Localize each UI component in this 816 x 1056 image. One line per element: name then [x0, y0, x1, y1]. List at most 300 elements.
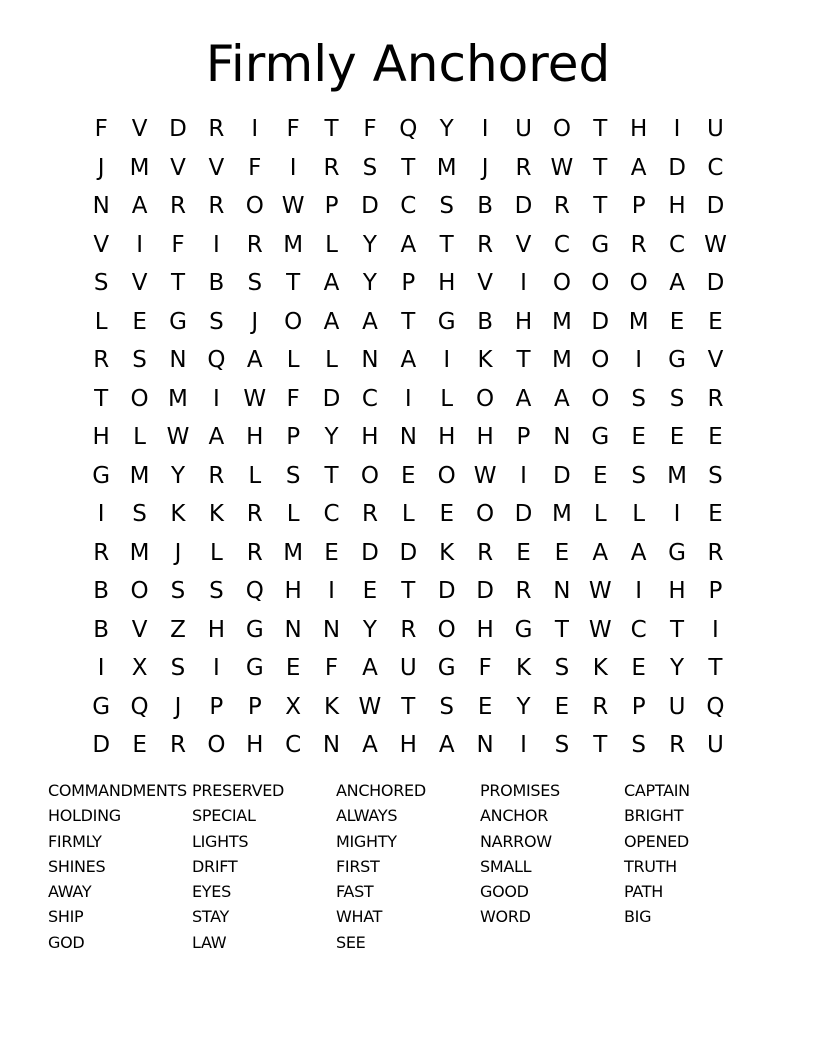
grid-letter[interactable]: F	[248, 154, 262, 181]
grid-letter[interactable]: O	[207, 732, 226, 759]
grid-letter[interactable]: C	[707, 154, 724, 181]
grid-letter[interactable]: R	[93, 347, 110, 374]
grid-letter[interactable]: J	[251, 308, 259, 335]
grid-letter[interactable]: T	[94, 385, 109, 412]
grid-letter[interactable]: K	[208, 501, 224, 528]
grid-letter[interactable]: S	[285, 462, 301, 489]
grid-letter[interactable]: Y	[362, 616, 377, 643]
grid-letter[interactable]: H	[361, 424, 379, 451]
grid-letter[interactable]: E	[631, 424, 646, 451]
grid-letter[interactable]: T	[324, 116, 339, 143]
grid-letter[interactable]: M	[129, 462, 150, 489]
grid-letter[interactable]: T	[670, 616, 685, 643]
grid-letter[interactable]: S	[631, 385, 646, 412]
grid-letter[interactable]: R	[669, 732, 686, 759]
grid-letter[interactable]: E	[477, 693, 493, 720]
grid-letter[interactable]: N	[553, 578, 571, 605]
grid-letter[interactable]: W	[358, 693, 382, 720]
grid-letter[interactable]: I	[673, 116, 681, 143]
grid-letter[interactable]: S	[170, 578, 186, 605]
grid-letter[interactable]: L	[401, 501, 415, 528]
grid-letter[interactable]: G	[437, 655, 456, 682]
grid-letter[interactable]: D	[514, 501, 533, 528]
grid-letter[interactable]: I	[635, 347, 643, 374]
grid-letter[interactable]: I	[289, 154, 297, 181]
grid-letter[interactable]: X	[285, 693, 302, 720]
grid-letter[interactable]: T	[324, 462, 339, 489]
grid-letter[interactable]: W	[281, 193, 305, 220]
grid-letter[interactable]: W	[550, 154, 574, 181]
grid-letter[interactable]: S	[631, 732, 646, 759]
grid-letter[interactable]: I	[212, 231, 220, 258]
grid-letter[interactable]: R	[93, 539, 110, 566]
grid-letter[interactable]: E	[708, 424, 723, 451]
grid-row	[82, 611, 735, 650]
grid-letter[interactable]: L	[632, 501, 646, 528]
grid-letter[interactable]: R	[208, 462, 225, 489]
grid-letter[interactable]: O	[284, 308, 303, 335]
grid-letter[interactable]: B	[477, 193, 493, 220]
grid-letter[interactable]: E	[132, 308, 147, 335]
grid-letter[interactable]: K	[323, 693, 340, 720]
grid-letter[interactable]: V	[208, 154, 225, 181]
grid-letter[interactable]: O	[360, 462, 379, 489]
grid-letter[interactable]: W	[243, 385, 267, 412]
grid-letter[interactable]: S	[554, 655, 570, 682]
grid-letter[interactable]: M	[129, 154, 150, 181]
grid-letter[interactable]: S	[93, 270, 109, 297]
grid-letter[interactable]: S	[209, 578, 224, 605]
grid-letter[interactable]: L	[593, 501, 607, 528]
grid-letter[interactable]: G	[668, 347, 686, 374]
grid-letter[interactable]: D	[553, 462, 571, 489]
grid-letter[interactable]: V	[93, 231, 110, 258]
grid-letter[interactable]: T	[708, 655, 723, 682]
grid-letter[interactable]: E	[401, 462, 416, 489]
grid-letter[interactable]: G	[169, 308, 187, 335]
grid-letter[interactable]: E	[516, 539, 531, 566]
grid-letter[interactable]: N	[361, 347, 379, 374]
grid-letter[interactable]: I	[212, 385, 220, 412]
grid-letter[interactable]: L	[325, 231, 338, 258]
grid-letter[interactable]: L	[286, 347, 300, 374]
grid-letter[interactable]: D	[514, 193, 533, 220]
grid-letter[interactable]: A	[515, 385, 532, 412]
grid-letter[interactable]: D	[668, 154, 686, 181]
grid-letter[interactable]: T	[170, 270, 185, 297]
grid-letter[interactable]: R	[208, 116, 225, 143]
grid-letter[interactable]: L	[286, 501, 300, 528]
grid-letter[interactable]: W	[166, 424, 190, 451]
grid-letter[interactable]: J	[481, 154, 489, 181]
grid-letter[interactable]: I	[404, 385, 412, 412]
word-list-item: AWAY	[48, 882, 92, 902]
grid-letter[interactable]: T	[593, 193, 608, 220]
grid-letter[interactable]: P	[708, 578, 723, 605]
grid-letter[interactable]: I	[712, 616, 719, 643]
grid-letter[interactable]: O	[591, 270, 610, 297]
grid-letter[interactable]: A	[438, 732, 455, 759]
grid-letter[interactable]: A	[669, 270, 685, 297]
grid-letter[interactable]: H	[399, 732, 417, 759]
grid-letter[interactable]: K	[439, 539, 455, 566]
grid-letter[interactable]: E	[708, 501, 723, 528]
grid-letter[interactable]: N	[322, 616, 341, 643]
grid-letter[interactable]: P	[286, 424, 301, 451]
grid-letter[interactable]: S	[170, 655, 186, 682]
grid-letter[interactable]: D	[437, 578, 456, 605]
grid-letter[interactable]: Y	[362, 270, 377, 297]
grid-letter[interactable]: Y	[516, 693, 531, 720]
grid-letter[interactable]: C	[669, 231, 686, 258]
grid-letter[interactable]: H	[284, 578, 302, 605]
grid-letter[interactable]: U	[515, 116, 532, 143]
grid-letter[interactable]: I	[673, 501, 681, 528]
grid-letter[interactable]: W	[588, 616, 612, 643]
grid-letter[interactable]: W	[704, 231, 727, 258]
grid-letter[interactable]: V	[707, 347, 724, 374]
grid-letter[interactable]: Q	[399, 116, 418, 143]
grid-letter[interactable]: R	[246, 231, 263, 258]
grid-letter[interactable]: T	[401, 308, 416, 335]
grid-letter[interactable]: B	[208, 270, 225, 297]
grid-letter[interactable]: O	[130, 385, 149, 412]
grid-letter[interactable]: R	[707, 539, 724, 566]
grid-letter[interactable]: E	[439, 501, 454, 528]
grid-letter[interactable]: S	[209, 308, 224, 335]
grid-letter[interactable]: S	[631, 462, 646, 489]
grid-letter[interactable]: J	[97, 154, 105, 181]
grid-letter[interactable]: I	[136, 231, 143, 258]
grid-letter[interactable]: O	[437, 616, 456, 643]
grid-letter[interactable]: E	[324, 539, 339, 566]
grid-letter[interactable]: H	[514, 308, 533, 335]
grid-letter[interactable]: T	[593, 116, 608, 143]
grid-letter[interactable]: T	[401, 578, 416, 605]
grid-letter[interactable]: I	[481, 116, 489, 143]
grid-letter[interactable]: I	[520, 732, 527, 759]
grid-letter[interactable]: M	[551, 501, 572, 528]
grid-letter[interactable]: C	[323, 501, 340, 528]
grid-letter[interactable]: F	[286, 116, 300, 143]
grid-letter[interactable]: A	[323, 270, 340, 297]
grid-letter[interactable]: N	[92, 193, 110, 220]
grid-letter[interactable]: G	[514, 616, 533, 643]
grid-letter[interactable]: S	[439, 693, 455, 720]
grid-letter[interactable]: A	[131, 193, 148, 220]
grid-letter[interactable]: Q	[130, 693, 149, 720]
grid-letter[interactable]: P	[401, 270, 416, 297]
grid-letter[interactable]: D	[92, 732, 111, 759]
grid-letter[interactable]: E	[554, 539, 570, 566]
grid-letter[interactable]: H	[668, 193, 686, 220]
grid-letter[interactable]: S	[132, 501, 147, 528]
grid-letter[interactable]: I	[97, 501, 105, 528]
grid-letter[interactable]: Y	[670, 655, 685, 682]
grid-letter[interactable]: M	[551, 347, 572, 374]
grid-letter[interactable]: G	[92, 693, 111, 720]
grid-letter[interactable]: R	[246, 501, 263, 528]
grid-letter[interactable]: V	[131, 116, 148, 143]
grid-letter[interactable]: R	[323, 154, 340, 181]
grid-letter[interactable]: Q	[706, 693, 725, 720]
grid-letter[interactable]: N	[399, 424, 417, 451]
grid-letter[interactable]: P	[631, 693, 646, 720]
grid-letter[interactable]: Y	[362, 231, 377, 258]
grid-letter[interactable]: H	[92, 424, 110, 451]
grid-letter[interactable]: P	[324, 193, 339, 220]
grid-letter[interactable]: C	[285, 732, 302, 759]
grid-letter[interactable]: A	[400, 347, 417, 374]
grid-letter[interactable]: H	[207, 616, 226, 643]
grid-letter[interactable]: P	[631, 193, 646, 220]
grid-letter[interactable]: F	[324, 655, 339, 682]
grid-letter[interactable]: T	[593, 154, 608, 181]
word-column	[48, 778, 192, 955]
grid-letter[interactable]: A	[208, 424, 225, 451]
grid-letter[interactable]: I	[520, 462, 527, 489]
grid-letter[interactable]: E	[708, 308, 723, 335]
grid-letter[interactable]: D	[361, 193, 379, 220]
grid-letter[interactable]: E	[554, 693, 570, 720]
grid-letter[interactable]: M	[436, 154, 457, 181]
grid-letter[interactable]: D	[169, 116, 187, 143]
grid-letter[interactable]: D	[399, 539, 418, 566]
grid-letter[interactable]: P	[247, 693, 262, 720]
grid-letter[interactable]: S	[439, 193, 455, 220]
grid-letter[interactable]: G	[437, 308, 456, 335]
grid-letter[interactable]: N	[553, 424, 571, 451]
word-column	[480, 778, 624, 955]
grid-letter[interactable]: S	[708, 462, 723, 489]
grid-letter[interactable]: S	[362, 154, 378, 181]
grid-letter[interactable]: C	[400, 193, 417, 220]
grid-letter[interactable]: L	[133, 424, 146, 451]
grid-letter[interactable]: R	[515, 154, 532, 181]
grid-letter[interactable]: M	[283, 539, 304, 566]
grid-letter[interactable]: H	[476, 616, 494, 643]
grid-letter[interactable]: E	[631, 655, 646, 682]
grid-letter[interactable]: P	[516, 424, 531, 451]
grid-letter[interactable]: U	[707, 116, 724, 143]
grid-letter[interactable]: O	[437, 462, 456, 489]
grid-letter[interactable]: T	[516, 347, 531, 374]
grid-letter[interactable]: H	[438, 270, 456, 297]
grid-letter[interactable]: L	[440, 385, 454, 412]
grid-letter[interactable]: H	[668, 578, 686, 605]
grid-letter[interactable]: I	[520, 270, 527, 297]
grid-letter[interactable]: D	[476, 578, 494, 605]
grid-letter[interactable]: Y	[439, 116, 454, 143]
grid-letter[interactable]: I	[97, 655, 105, 682]
grid-letter[interactable]: H	[246, 424, 264, 451]
grid-letter[interactable]: V	[477, 270, 493, 297]
grid-row	[82, 187, 735, 226]
grid-letter[interactable]: L	[248, 462, 262, 489]
word-list-item: ANCHORED	[336, 781, 426, 800]
grid-letter[interactable]: H	[438, 424, 456, 451]
grid-letter[interactable]: U	[668, 693, 686, 720]
grid-letter[interactable]: H	[630, 116, 648, 143]
grid-letter[interactable]: O	[552, 270, 571, 297]
grid-letter[interactable]: M	[129, 539, 150, 566]
grid-letter[interactable]: O	[591, 385, 610, 412]
grid-letter[interactable]: Q	[245, 578, 264, 605]
grid-letter[interactable]: E	[362, 578, 378, 605]
grid-letter[interactable]: V	[170, 154, 186, 181]
grid-letter[interactable]: E	[669, 308, 685, 335]
grid-letter[interactable]: K	[477, 347, 493, 374]
grid-letter[interactable]: R	[169, 732, 186, 759]
grid-letter[interactable]: O	[130, 578, 149, 605]
grid-letter[interactable]: F	[286, 385, 300, 412]
grid-letter[interactable]: I	[212, 655, 220, 682]
grid-letter[interactable]: O	[245, 193, 264, 220]
grid-letter[interactable]: L	[325, 347, 338, 374]
grid-letter[interactable]: D	[706, 270, 725, 297]
grid-letter[interactable]: J	[174, 693, 182, 720]
grid-letter[interactable]: T	[439, 231, 454, 258]
grid-letter[interactable]: G	[245, 616, 264, 643]
grid-letter[interactable]: H	[476, 424, 494, 451]
grid-letter[interactable]: J	[174, 539, 182, 566]
grid-letter[interactable]: Y	[324, 424, 339, 451]
grid-letter[interactable]: U	[707, 732, 724, 759]
grid-letter[interactable]: V	[131, 616, 148, 643]
grid-letter[interactable]: C	[630, 616, 647, 643]
grid-letter[interactable]: G	[591, 424, 610, 451]
grid-letter[interactable]: D	[591, 308, 610, 335]
grid-letter[interactable]: F	[171, 231, 185, 258]
grid-letter[interactable]: O	[552, 116, 571, 143]
grid-letter[interactable]: F	[94, 116, 108, 143]
grid-letter[interactable]: M	[283, 231, 304, 258]
grid-letter[interactable]: Y	[170, 462, 185, 489]
grid-letter[interactable]: K	[170, 501, 186, 528]
grid-letter[interactable]: A	[362, 732, 378, 759]
grid-letter[interactable]: K	[592, 655, 608, 682]
grid-letter[interactable]: B	[93, 616, 110, 643]
grid-letter[interactable]: E	[132, 732, 147, 759]
grid-letter[interactable]: L	[94, 308, 108, 335]
grid-letter[interactable]: A	[362, 308, 378, 335]
grid-letter[interactable]: A	[246, 347, 263, 374]
grid-letter[interactable]: R	[592, 693, 609, 720]
grid-letter[interactable]: R	[477, 231, 494, 258]
grid-letter[interactable]: P	[209, 693, 224, 720]
grid-letter[interactable]: A	[400, 231, 417, 258]
grid-letter[interactable]: X	[131, 655, 148, 682]
grid-letter[interactable]: B	[477, 308, 493, 335]
grid-row	[82, 149, 735, 188]
grid-letter[interactable]: S	[669, 385, 685, 412]
grid-letter[interactable]: N	[322, 732, 341, 759]
grid-letter[interactable]: T	[401, 693, 416, 720]
grid-letter[interactable]: S	[554, 732, 570, 759]
grid-letter[interactable]: G	[245, 655, 264, 682]
grid-row	[82, 457, 735, 496]
grid-letter[interactable]: M	[628, 308, 649, 335]
grid-letter[interactable]: E	[285, 655, 301, 682]
grid-letter[interactable]: A	[323, 308, 340, 335]
grid-letter[interactable]: I	[443, 347, 451, 374]
grid-letter[interactable]: G	[668, 539, 686, 566]
grid-letter[interactable]: W	[588, 578, 612, 605]
grid-letter[interactable]: Z	[170, 616, 186, 643]
grid-letter[interactable]: W	[473, 462, 497, 489]
grid-letter[interactable]: D	[706, 193, 725, 220]
grid-letter[interactable]: E	[593, 462, 608, 489]
word-list-item: NARROW	[480, 831, 552, 851]
grid-letter[interactable]: M	[667, 462, 687, 489]
grid-letter[interactable]: R	[707, 385, 724, 412]
grid-letter[interactable]: R	[246, 539, 263, 566]
grid-letter[interactable]: T	[401, 154, 416, 181]
grid-letter[interactable]: T	[286, 270, 301, 297]
grid-letter[interactable]: N	[169, 347, 187, 374]
grid-letter[interactable]: O	[591, 347, 610, 374]
grid-letter[interactable]: E	[669, 424, 685, 451]
grid-letter[interactable]: G	[92, 462, 111, 489]
grid-letter[interactable]: A	[630, 154, 647, 181]
grid-letter[interactable]: N	[284, 616, 302, 643]
grid-letter[interactable]: T	[593, 732, 608, 759]
grid-letter[interactable]: R	[553, 193, 570, 220]
grid-letter[interactable]: C	[553, 231, 570, 258]
grid-letter[interactable]: A	[592, 539, 609, 566]
grid-letter[interactable]: A	[362, 655, 378, 682]
grid-letter[interactable]: D	[322, 385, 341, 412]
grid-letter[interactable]: B	[93, 578, 110, 605]
grid-letter[interactable]: H	[246, 732, 264, 759]
grid-letter[interactable]: O	[476, 501, 495, 528]
grid-letter[interactable]: A	[630, 539, 647, 566]
grid-letter[interactable]: U	[399, 655, 417, 682]
grid-letter[interactable]: G	[591, 231, 610, 258]
grid-letter[interactable]: M	[551, 308, 572, 335]
grid-letter[interactable]: S	[132, 347, 147, 374]
grid-letter[interactable]: O	[629, 270, 648, 297]
grid-letter[interactable]: C	[361, 385, 378, 412]
grid-letter[interactable]: I	[328, 578, 335, 605]
grid-letter[interactable]: V	[131, 270, 148, 297]
grid-letter[interactable]: R	[361, 501, 378, 528]
grid-letter[interactable]: M	[168, 385, 188, 412]
grid-letter[interactable]: R	[208, 193, 225, 220]
grid-letter[interactable]: T	[554, 616, 569, 643]
grid-letter[interactable]: R	[477, 539, 494, 566]
grid-letter[interactable]: F	[478, 655, 492, 682]
grid-letter[interactable]: K	[515, 655, 532, 682]
grid-letter[interactable]: Q	[207, 347, 226, 374]
grid-letter[interactable]: N	[476, 732, 494, 759]
grid-letter[interactable]: L	[209, 539, 223, 566]
grid-letter[interactable]: R	[400, 616, 417, 643]
grid-letter[interactable]: A	[554, 385, 570, 412]
grid-letter[interactable]: F	[363, 116, 377, 143]
grid-letter[interactable]: I	[251, 116, 259, 143]
grid-letter[interactable]: I	[635, 578, 643, 605]
word-list-item: SPECIAL	[192, 806, 256, 826]
grid-letter[interactable]: O	[476, 385, 495, 412]
grid-letter[interactable]: D	[361, 539, 379, 566]
grid-letter[interactable]: R	[630, 231, 647, 258]
grid-letter[interactable]: S	[247, 270, 263, 297]
grid-letter[interactable]: R	[515, 578, 532, 605]
grid-letter[interactable]: V	[515, 231, 532, 258]
word-list-item: WHAT	[336, 907, 383, 927]
grid-letter[interactable]: R	[169, 193, 186, 220]
